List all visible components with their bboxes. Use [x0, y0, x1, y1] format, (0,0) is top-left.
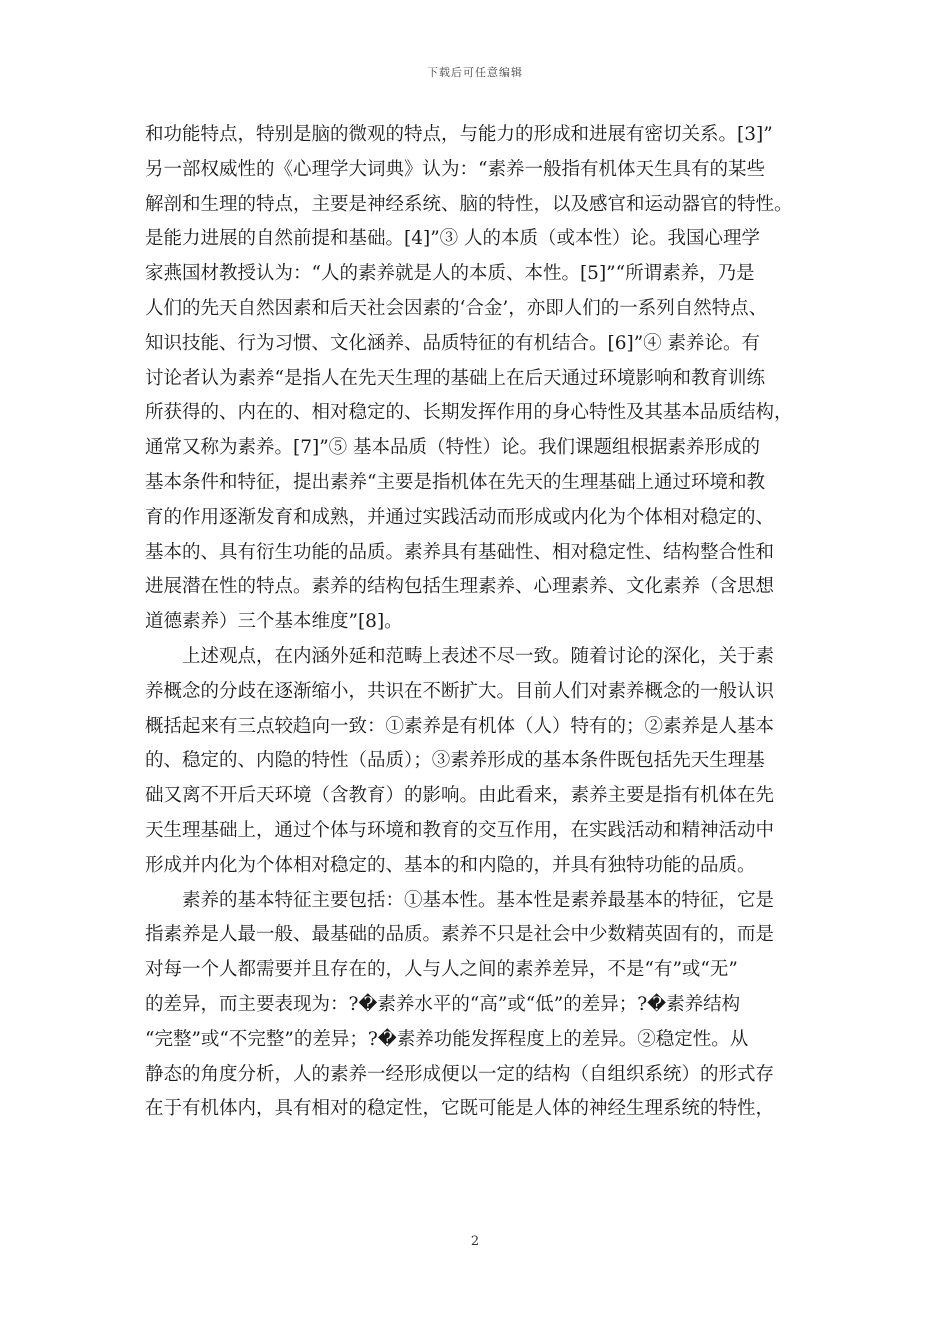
- text-line: 家燕国材教授认为：“人的素养就是人的本质、本性。[5]”“所谓素养，乃是: [145, 263, 755, 285]
- text-line: 养概念的分歧在逐渐缩小，共识在不断扩大。目前人们对素养概念的一般认识: [145, 680, 775, 702]
- text-line: 另一部权威性的《心理学大词典》认为：“素养一般指有机体天生具有的某些: [145, 158, 765, 180]
- text-line: 所获得的、内在的、相对稳定的、长期发挥作用的身心特性及其基本品质结构，: [145, 402, 793, 424]
- text-line: 指素养是人最一般、最基础的品质。素养不只是社会中少数精英固有的，而是: [145, 924, 775, 946]
- text-line: 道德素养）三个基本维度”[8]。: [145, 611, 403, 633]
- text-line: 基本的、具有衍生功能的品质。素养具有基础性、相对稳定性、结构整合性和: [145, 541, 775, 563]
- text-line: 础又离不开后天环境（含教育）的影响。由此看来，素养主要是指有机体在先: [145, 785, 775, 807]
- text-line: 静态的角度分析，人的素养一经形成便以一定的结构（自组织系统）的形式存: [145, 1063, 775, 1085]
- text-line: 通常又称为素养。[7]”⑤ 基本品质（特性）论。我们课题组根据素养形成的: [145, 437, 761, 459]
- text-line: 概括起来有三点较趋向一致：①素养是有机体（人）特有的；②素养是人基本: [145, 715, 775, 737]
- text-line: 育的作用逐渐发育和成熟，并通过实践活动而形成或内化为个体相对稳定的、: [145, 506, 775, 528]
- text-line: 进展潜在性的特点。素养的结构包括生理素养、心理素养、文化素养（含思想: [145, 576, 775, 598]
- text-line: 上述观点，在内涵外延和范畴上表述不尽一致。随着讨论的深化，关于素: [182, 645, 775, 667]
- page-number: 2: [470, 1234, 480, 1249]
- text-line: 的、稳定的、内隐的特性（品质）；③素养形成的基本条件既包括先天生理基: [145, 750, 765, 772]
- paragraph-2: [145, 640, 809, 884]
- text-line: 基本条件和特征，提出素养“主要是指机体在先天的生理基础上通过环境和教: [145, 471, 765, 493]
- text-line: 天生理基础上，通过个体与环境和教育的交互作用，在实践活动和精神活动中: [145, 819, 775, 841]
- text-line: 是能力进展的自然前提和基础。[4]”③ 人的本质（或本性）论。我国心理学: [145, 228, 761, 250]
- document-body: [145, 118, 809, 1127]
- text-line: 讨论者认为素养“是指人在先天生理的基础上在后天通过环境影响和教育训练: [145, 367, 765, 389]
- text-line: 对每一个人都需要并且存在的，人与人之间的素养差异，不是“有”或“无”: [145, 959, 738, 981]
- text-line: 知识技能、行为习惯、文化涵养、品质特征的有机结合。[6]”④ 素养论。有: [145, 332, 761, 354]
- text-line: 和功能特点，特别是脑的微观的特点，与能力的形成和进展有密切关系。[3]”: [145, 124, 773, 145]
- page-header: 下载后可任意编辑: [427, 66, 523, 79]
- text-line: 解剖和生理的特点，主要是神经系统、脑的特性，以及感官和运动器官的特性。: [145, 193, 793, 215]
- paragraph-1: [145, 118, 809, 640]
- text-line: 的差异，而主要表现为：?�素养水平的“高”或“低”的差异；?�素养结构: [145, 993, 741, 1015]
- text-line: 人们的先天自然因素和后天社会因素的‘合金’，亦即人们的一系列自然特点、: [145, 297, 768, 319]
- text-line: 形成并内化为个体相对稳定的、基本的和内隐的，并具有独特功能的品质。: [145, 854, 756, 876]
- paragraph-3: [145, 884, 809, 1128]
- text-line: “完整”或“不完整”的差异；?�素养功能发挥程度上的差异。②稳定性。从: [145, 1028, 749, 1050]
- text-line: 在于有机体内，具有相对的稳定性，它既可能是人体的神经生理系统的特性，: [145, 1098, 775, 1120]
- text-line: 素养的基本特征主要包括：①基本性。基本性是素养最基本的特征，它是: [182, 889, 775, 911]
